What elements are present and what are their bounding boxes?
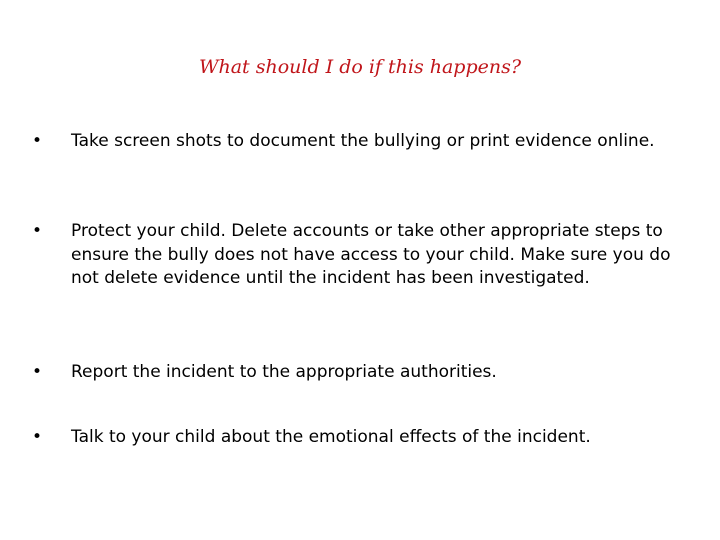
bullet-point-icon: • [32, 427, 43, 447]
bullet-item [30, 361, 690, 385]
bullet-text: Protect your child. Delete accounts or take other appropriate steps to ensure the bully does not have access to your child. Make sure you do not delete evidence until the incident has been investigated. [71, 221, 671, 288]
bullet-point-icon: • [32, 362, 43, 382]
slide-title: What should I do if this happens? [198, 56, 522, 78]
bullet-item [30, 426, 690, 450]
bullet-text: Report the incident to the appropriate authorities. [71, 362, 497, 382]
bullet-item [30, 130, 690, 154]
bullet-text: Take screen shots to document the bullying or print evidence online. [71, 131, 655, 151]
bullet-point-icon: • [32, 131, 43, 151]
bullet-item [30, 220, 690, 291]
bullet-text: Talk to your child about the emotional effects of the incident. [71, 427, 591, 447]
bullet-point-icon: • [32, 221, 43, 241]
